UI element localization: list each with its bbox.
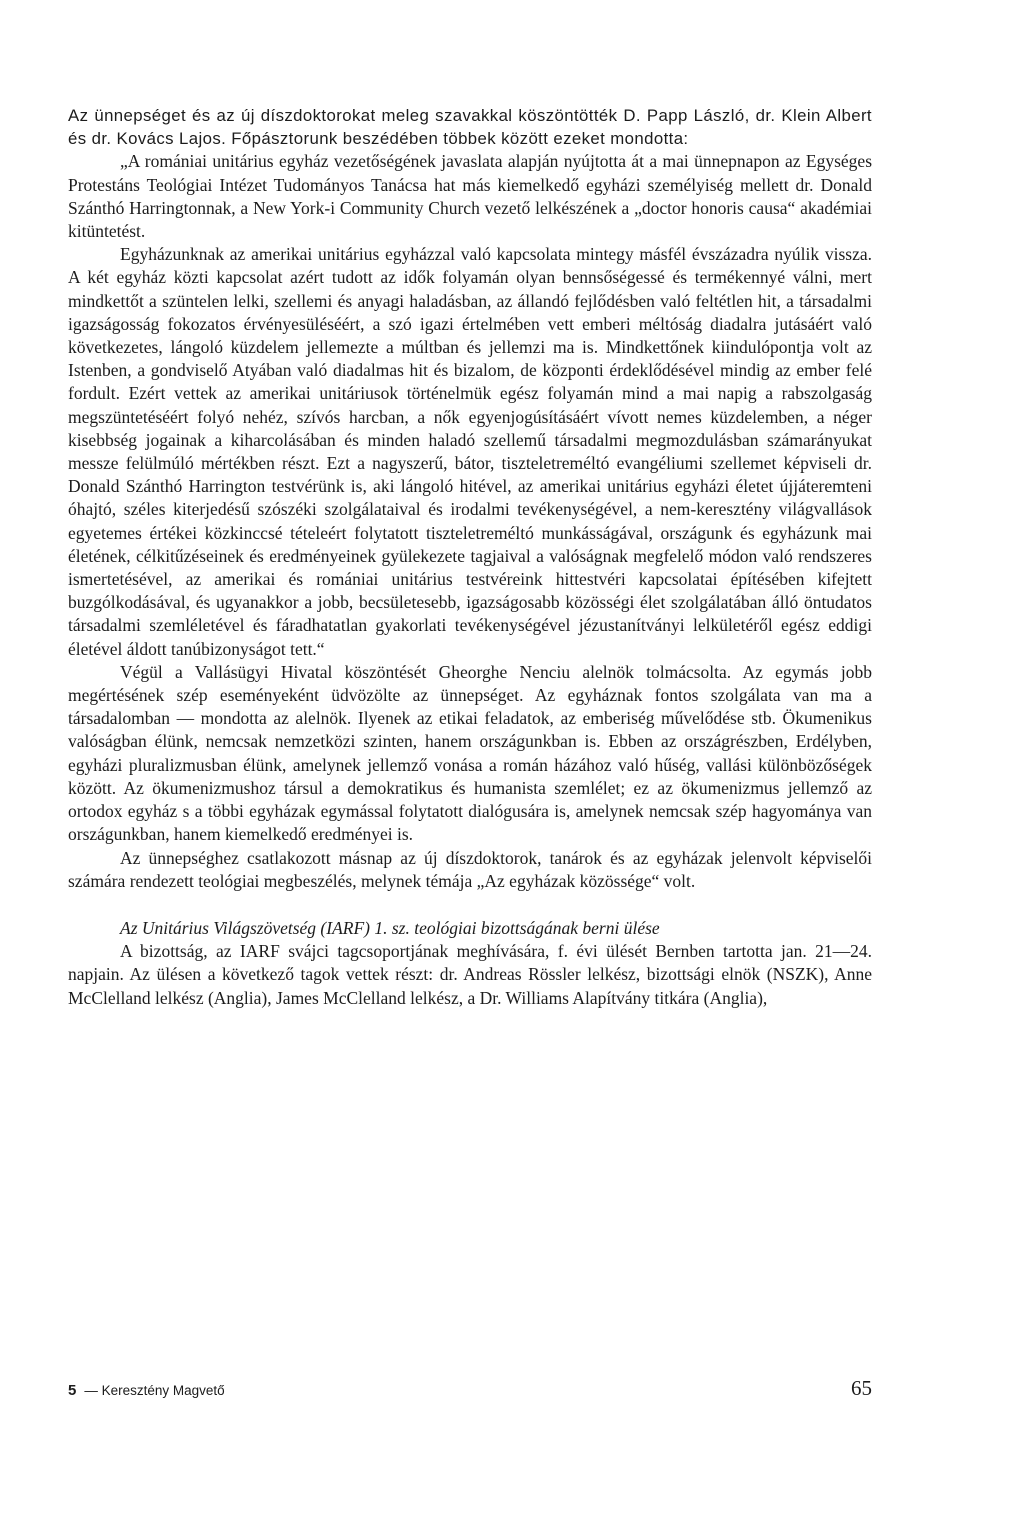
signature-number: 5: [68, 1382, 77, 1399]
page-number: 65: [851, 1376, 872, 1400]
page-body: [68, 104, 872, 1010]
intro-paragraph: Az ünnepséget és az új díszdoktorokat meleg szavakkal köszöntötték D. Papp László, dr. Klein Albert és dr. Kovács Lajos. Főpásztorunk beszédében többek között ezeket mondotta:: [68, 106, 872, 149]
closing-paragraph: Az ünnepséghez csatlakozott másnap az új díszdoktorok, tanárok és az egyházak jelenvolt képviselői számára rendezett teológiai megbeszélés, melynek témája „Az egyházak közössége“ volt.: [68, 847, 872, 891]
section-paragraph: A bizottság, az IARF svájci tagcsoportjának meghívására, f. évi ülését Bernben tartotta jan. 21—24. napjain. Az ülésen a következő tagok vettek részt: dr. Andreas Rössler lelkész, bizottsági elnök (NSZK), Anne McClelland lelkész (Anglia), James McClelland lelkész, a Dr. Williams Alapítvány titkára (Anglia),: [68, 941, 872, 1008]
quoted-speech-paragraph: „A romániai unitárius egyház vezetőségének javaslata alapján nyújtotta át a mai ünnepnapon az Egységes Protestáns Teológiai Intézet Tudományos Tanácsa hat más kiemelkedő egyházi személyiség mellett dr. Donald Szánthó Harringtonnak, a New York-i Community Church vezető lelkészének a „doctor honoris causa“ akadémiai kitüntetést.: [68, 151, 872, 242]
publication-title: — Keresztény Magvető: [84, 1383, 225, 1398]
greeting-paragraph: Végül a Vallásügyi Hivatal köszöntését Gheorghe Nenciu alelnök tolmácsolta. Az egymás jobb megértésének szép eseményeként üdvözölte az ünnepséget. Az egyháznak fontos szolgálata van ma a társadalomban — mondotta az alelnök. Ilyenek az etikai feladatok, az emberiség művelődése stb. Ökumenikus valóságban élünk, nemcsak nemzetközi szinten, hanem országunkban is. Ebben az országrészben, Erdélyben, egyházi pluralizmusban élünk, amelynek jellemző vonása a román házához való hűség, vallási különbözőségek között. Az ökumenizmushoz társul a demokratikus és humanista szemlélet; ez az ökumenizmus jellemző az ortodox egyház s a többi egyházak egymással folytatott dialógusára is, amelynek nemcsak szép hagyománya van országunkban, hanem kiemelkedő eredményei is.: [68, 661, 872, 845]
page-footer: [68, 1376, 872, 1406]
footer-signature: [68, 1382, 225, 1399]
history-paragraph: Egyházunknak az amerikai unitárius egyházzal való kapcsolata mintegy másfél évszázadra nyúlik vissza. A két egyház közti kapcsolat azért tudott az idők folyamán olyan bennsőségessé és termékennyé válni, mert mindkettőt a szüntelen lelki, szellemi és anyagi haladásban, az állandó fejlődésben való feltétlen hit, a társadalmi igazságosság fokozatos érvényesüléséért, a szó igazi értelmében vett emberi méltóság diadalra jutásáért való következetes, lángoló küzdelem jellemezte a múltban és jellemzi ma is. Mindkettőnek kiindulópontja volt az Istenben, a gondviselő Atyában való diadalmas hit és bizalom, de központi érdeklődésével mindig az ember felé fordult. Ezért vettek az amerikai unitáriusok történelmük egész folyamán mind a mai napig a rabszolgaság megszüntetéséért folyó nehéz, szívós harcban, a nők egyenjogúsításáért vívott nemes küzdelemben, a néger kisebbség jogainak a kiharcolásában és minden haladó szellemű társadalmi megmozdulásban számarányukat messze felülmúló mértékben részt. Ezt a nagyszerű, bátor, tiszteletreméltó evangéliumi szellemet képviseli dr. Donald Szánthó Harrington testvérünk is, aki lángoló hitével, az amerikai unitárius egyházi életet újjáteremteni óhajtó, széles kiterjedésű szószéki szolgálataival és irodalmi tevékenységével, a nem-keresztény világvallások egyetemes értékei közkinccsé tételeért folytatott tiszteletreméltó munkásságával, országunk és egyházunk mai életének, célkitűzéseinek és eredményeinek gyülekezete tagjaival a valóságnak megfelelő módon való rendszeres ismertetésével, az amerikai és romániai unitárius testvéreink hittestvéri kapcsolatai építésében kifejtett buzgólkodásával, és ugyanakkor a jobb, becsületesebb, igazságosabb közösségi élet szolgálatában álló öntudatos társadalmi szemléletével és fáradhatatlan gyakorlati tevékenységével jézustanítványi lelkületéről egész eddigi életével áldott tanúbizonyságot tett.“: [68, 244, 872, 659]
section-heading: Az Unitárius Világszövetség (IARF) 1. sz. teológiai bizottságának berni ülése: [120, 917, 660, 938]
